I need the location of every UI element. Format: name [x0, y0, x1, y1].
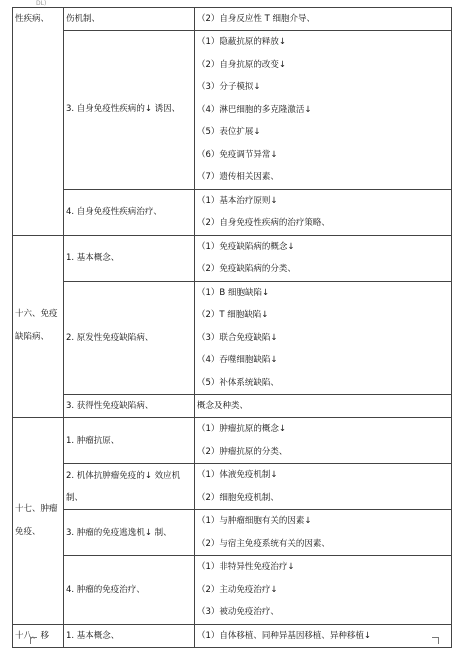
item-text: （5）表位扩展↓ — [197, 127, 261, 137]
item-text: （3）联合免疫缺陷↓ — [197, 332, 278, 343]
items-cell — [195, 281, 452, 395]
concept-text: 1. 肿瘤抗原、 — [66, 435, 120, 446]
header-mark: DL) — [36, 0, 47, 7]
item-text: （2）T 细胞缺陷↓ — [197, 310, 269, 320]
item-text: （4）吞噬细胞缺陷↓ — [197, 355, 278, 365]
table-row — [13, 556, 452, 625]
page-corner-mark-right — [432, 637, 439, 644]
items-cell — [195, 510, 452, 556]
item-text: （2）主动免疫治疗↓ — [197, 584, 278, 595]
items-cell — [195, 8, 452, 31]
concept-cell — [64, 464, 195, 510]
concept-cell — [64, 235, 195, 281]
topic-text: 十七、肿瘤免疫、 — [15, 503, 58, 537]
item-text: （2）自身免疫性疾病的治疗策略、 — [197, 218, 330, 228]
items-cell — [195, 418, 452, 464]
item-text: （1）非特异性免疫治疗↓ — [197, 562, 295, 572]
item-text: （1）与肿瘤细胞有关的因素↓ — [197, 516, 312, 526]
items-cell — [195, 395, 452, 418]
item-text: （4）淋巴细胞的多克隆激活↓ — [197, 104, 312, 115]
items-cell — [195, 464, 452, 510]
topic-text: 十八、移 — [15, 630, 50, 641]
concept-cell — [64, 556, 195, 625]
table-row — [13, 281, 452, 395]
concept-cell — [64, 281, 195, 395]
item-text: （2）自身抗原的改变↓ — [197, 59, 287, 70]
concept-text: 伤机制、 — [66, 14, 101, 24]
table-row — [13, 464, 452, 510]
items-cell — [195, 235, 452, 281]
table-row — [13, 418, 452, 464]
concept-text: 1. 基本概念、 — [66, 253, 120, 263]
syllabus-table — [12, 7, 452, 648]
item-text: （5）补体系统缺陷、 — [197, 377, 279, 388]
items-cell — [195, 556, 452, 625]
concept-text: 3. 自身免疫性疾病的↓ 诱因、 — [66, 104, 181, 115]
table-row — [13, 235, 452, 281]
topic-cell — [13, 418, 64, 625]
item-text: （2）与宿主免疫系统有关的因素、 — [197, 538, 330, 549]
item-text: （7）遗传相关因素、 — [197, 172, 279, 182]
item-text: （2）免疫缺陷病的分类、 — [197, 264, 296, 274]
concept-cell — [64, 8, 195, 31]
concept-cell — [64, 510, 195, 556]
item-text: （2）细胞免疫机制、 — [197, 492, 279, 503]
concept-text: 2. 原发性免疫缺陷病、 — [66, 332, 154, 343]
item-text: （2）自身反应性 T 细胞介导、 — [197, 14, 316, 24]
item-text: （1）隐蔽抗原的释放↓ — [197, 37, 287, 47]
table-row — [13, 395, 452, 418]
table-row — [13, 8, 452, 31]
table-row — [13, 510, 452, 556]
item-text: （1）基本治疗原则↓ — [197, 195, 278, 206]
item-text: （1）肿瘤抗原的概念↓ — [197, 424, 287, 434]
concept-text: 4. 肿瘤的免疫治疗、 — [66, 584, 145, 595]
item-text: （3）被动免疫治疗、 — [197, 607, 279, 617]
items-cell — [195, 31, 452, 190]
concept-text: 3. 肿瘤的免疫逃逸机↓ 制、 — [66, 527, 172, 538]
concept-cell — [64, 31, 195, 190]
item-text: （1）B 细胞缺陷↓ — [197, 287, 270, 298]
item-text: （2）肿瘤抗原的分类、 — [197, 446, 288, 457]
concept-text: 2. 机体抗肿瘤免疫的↓ 效应机制、 — [66, 470, 181, 503]
topic-cell — [13, 8, 64, 236]
concept-cell — [64, 189, 195, 235]
item-text: （6）免疫调节异常↓ — [197, 149, 278, 160]
concept-text: 1. 基本概念、 — [66, 630, 120, 641]
topic-text: 十六、免疫缺陷病、 — [15, 309, 58, 343]
table-row — [13, 31, 452, 190]
concept-text: 3. 获得性免疫缺陷病、 — [66, 401, 154, 411]
item-text: （1）免疫缺陷病的概念↓ — [197, 241, 295, 252]
topic-text: 性疾病、 — [15, 14, 50, 24]
page-corner-mark-left — [30, 637, 37, 644]
item-text: （1）体液免疫机制↓ — [197, 470, 278, 480]
items-cell — [195, 189, 452, 235]
topic-cell — [13, 235, 64, 418]
table-row — [13, 189, 452, 235]
concept-text: 4. 自身免疫性疾病治疗、 — [66, 207, 162, 217]
item-text: （1）自体移植、同种异基因移植、异种移植↓ — [197, 630, 372, 641]
concept-cell — [64, 418, 195, 464]
item-text: 概念及种类、 — [197, 401, 249, 411]
item-text: （3）分子模拟↓ — [197, 82, 261, 92]
concept-cell — [64, 395, 195, 418]
